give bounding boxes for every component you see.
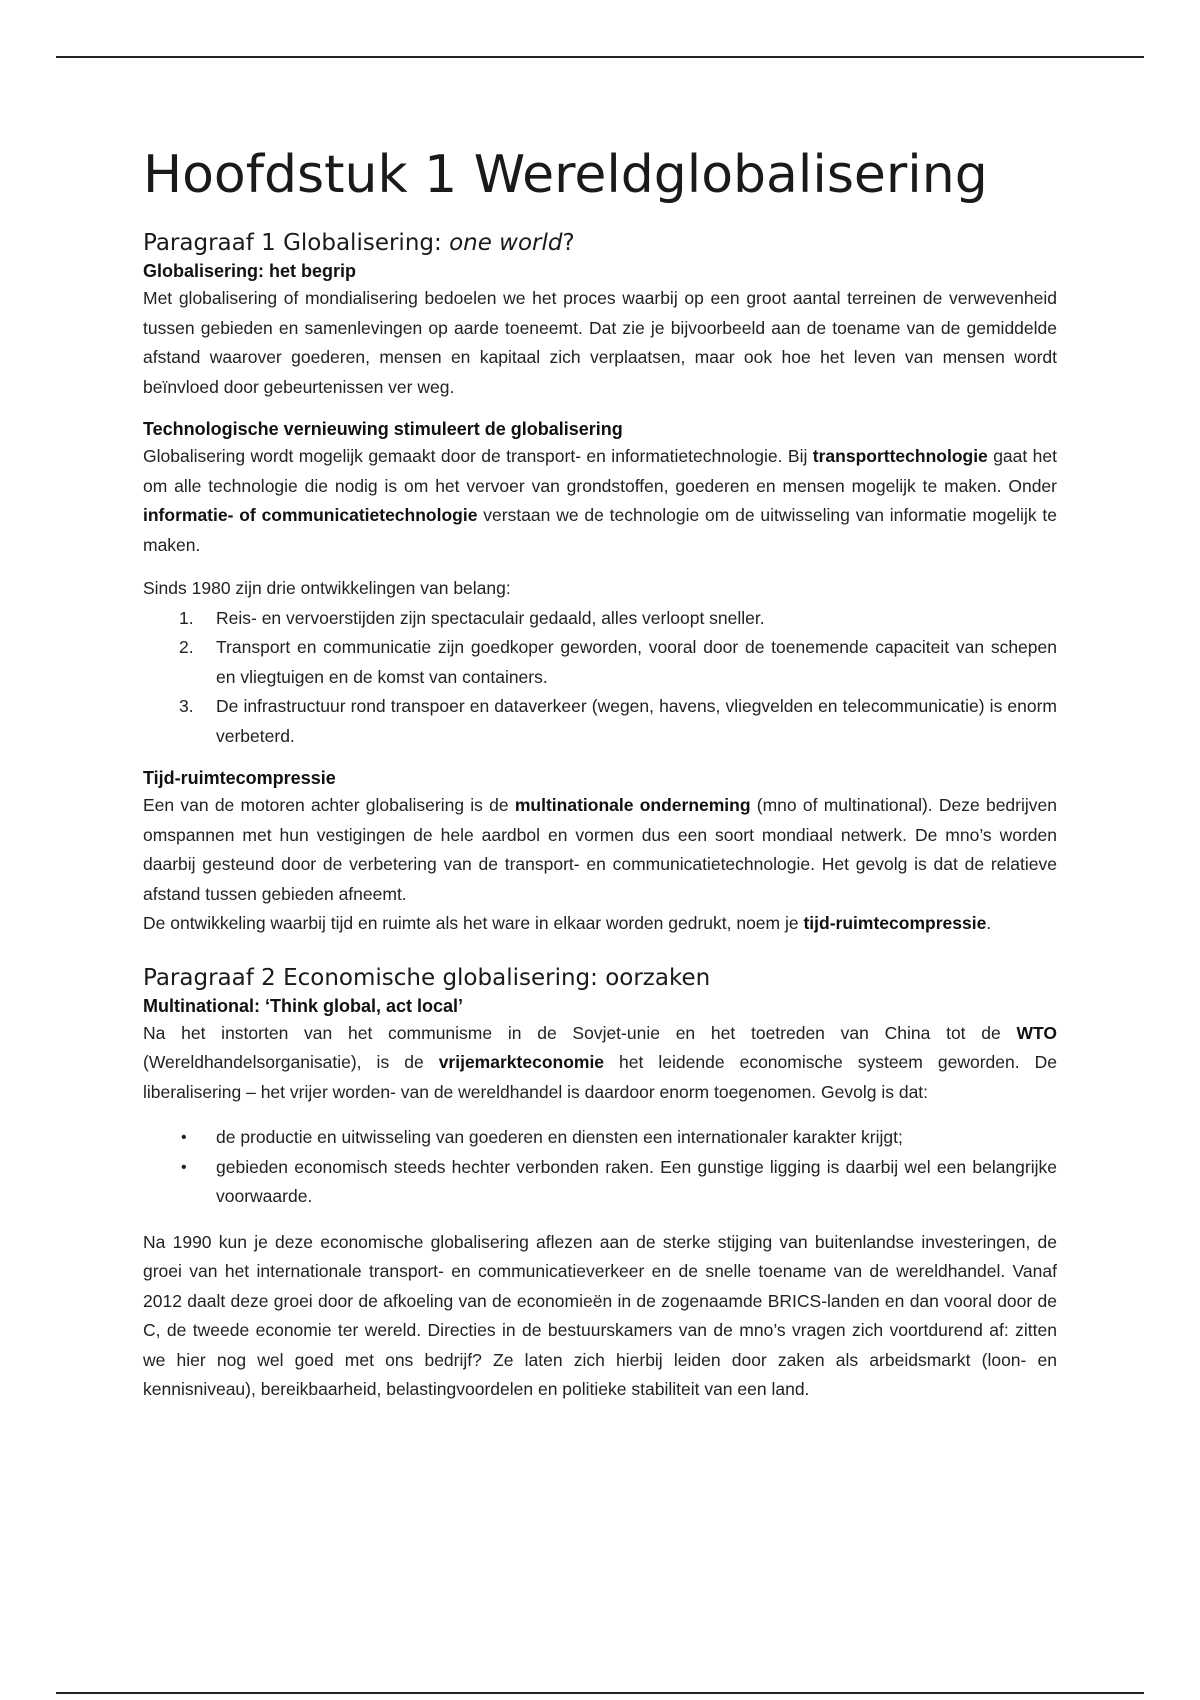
list-item: • gebieden economisch steeds hechter verbonden raken. Een gunstige ligging is daarbij wel een belangrijke voorwaarde. bbox=[143, 1153, 1057, 1212]
bullet-list bbox=[143, 1123, 1057, 1212]
list-item: 3. De infrastructuur rond transpoer en dataverkeer (wegen, havens, vliegvelden en telecommunicatie) is enorm verbeterd. bbox=[179, 696, 1057, 746]
list-item: 2. Transport en communicatie zijn goedkoper geworden, vooral door de toenemende capaciteit van schepen en vliegtuigen en de komst van containers. bbox=[179, 637, 1057, 687]
list-item: 1. Reis- en vervoerstijden zijn spectaculair gedaald, alles verloopt sneller. bbox=[179, 607, 765, 628]
subheading-technologie: Technologische vernieuwing stimuleert de globalisering bbox=[143, 419, 623, 439]
paragraph-wto: Na het instorten van het communisme in de Sovjet-unie en het toetreden van China tot de WTO (Wereldhandelsorganisatie), is de vrijemarkteconomie het leidende economische systeem geworden. De liberalisering – het vrijer worden- van de wereldhandel is daardoor enorm toegenomen. Gevolg is dat: bbox=[143, 1022, 1057, 1102]
section-1-heading: Paragraaf 1 Globalisering: one world? bbox=[143, 230, 575, 256]
document-page bbox=[143, 140, 1057, 1405]
paragraph-sinds-1980: Sinds 1980 zijn drie ontwikkelingen van belang: bbox=[143, 578, 511, 598]
paragraph-na-1990: Na 1990 kun je deze economische globalisering aflezen aan de sterke stijging van buitenlandse investeringen, de groei van het internationale transport- en communicatieverkeer en de snelle toename van de wereldhandel. Vanaf 2012 daalt deze groei door de afkoeling van de economieën in de zogenaamde BRICS-landen en dan vooral door de C, de tweede economie ter wereld. Directies in de bestuurskamers van de mno’s vragen zich voortdurend af: zitten we hier nog wel goed met ons bedrijf? Ze laten zich hierbij leiden door zaken als arbeidsmarkt (loon- en kennisniveau), bereikbaarheid, belastingvoordelen en politieke stabiliteit van een land. bbox=[143, 1231, 1057, 1399]
subheading-begrip: Globalisering: het begrip bbox=[143, 261, 357, 281]
section-2-heading: Paragraaf 2 Economische globalisering: oorzaken bbox=[143, 964, 711, 991]
paragraph-compressie: De ontwikkeling waarbij tijd en ruimte als het ware in elkaar worden gedrukt, noem je tijd-ruimtecompressie. bbox=[143, 913, 992, 933]
subheading-multinational: Multinational: ‘Think global, act local’ bbox=[143, 995, 464, 1016]
paragraph-multinationals: Een van de motoren achter globalisering is de multinationale onderneming (mno of multinational). Deze bedrijven omspannen met hun vestigingen de hele aardbol en vormen dus een soort mondiaal netwerk. De mno’s worden daarbij gesteund door de verbetering van de transport- en communicatietechnologie. Het gevolg is dat de relatieve afstand tussen gebieden afneemt. bbox=[143, 795, 1057, 904]
bullet-icon: • bbox=[181, 1129, 187, 1146]
subheading-tijd-ruimtecompressie: Tijd-ruimtecompressie bbox=[143, 768, 336, 788]
bottom-rule bbox=[56, 1692, 1144, 1694]
paragraph-begrip: Met globalisering of mondialisering bedoelen we het proces waarbij op een groot aantal terreinen de verwevenheid tussen gebieden en samenlevingen op aarde toeneemt. Dat zie je bijvoorbeeld aan de toename van de gemiddelde afstand waarover goederen, mensen en kapitaal zich verplaatsen, maar ook hoe het leven van mensen wordt beïnvloed door gebeurtenissen ver weg. bbox=[143, 288, 1057, 397]
paragraph-technologie: Globalisering wordt mogelijk gemaakt door de transport- en informatietechnologie. Bij transporttechnologie gaat het om alle technologie die nodig is om het vervoer van grondstoffen, goederen en mensen mogelijk te maken. Onder informatie- of communicatietechnologie verstaan we de technologie om de uitwisseling van informatie mogelijk te maken. bbox=[143, 446, 1057, 555]
numbered-list bbox=[143, 604, 1057, 752]
list-item: • de productie en uitwisseling van goederen en diensten een internationaler karakter krijgt; bbox=[143, 1123, 1057, 1153]
top-rule bbox=[56, 56, 1144, 58]
chapter-title: Hoofdstuk 1 Wereldglobalisering bbox=[143, 145, 988, 205]
bullet-icon: • bbox=[181, 1158, 187, 1176]
